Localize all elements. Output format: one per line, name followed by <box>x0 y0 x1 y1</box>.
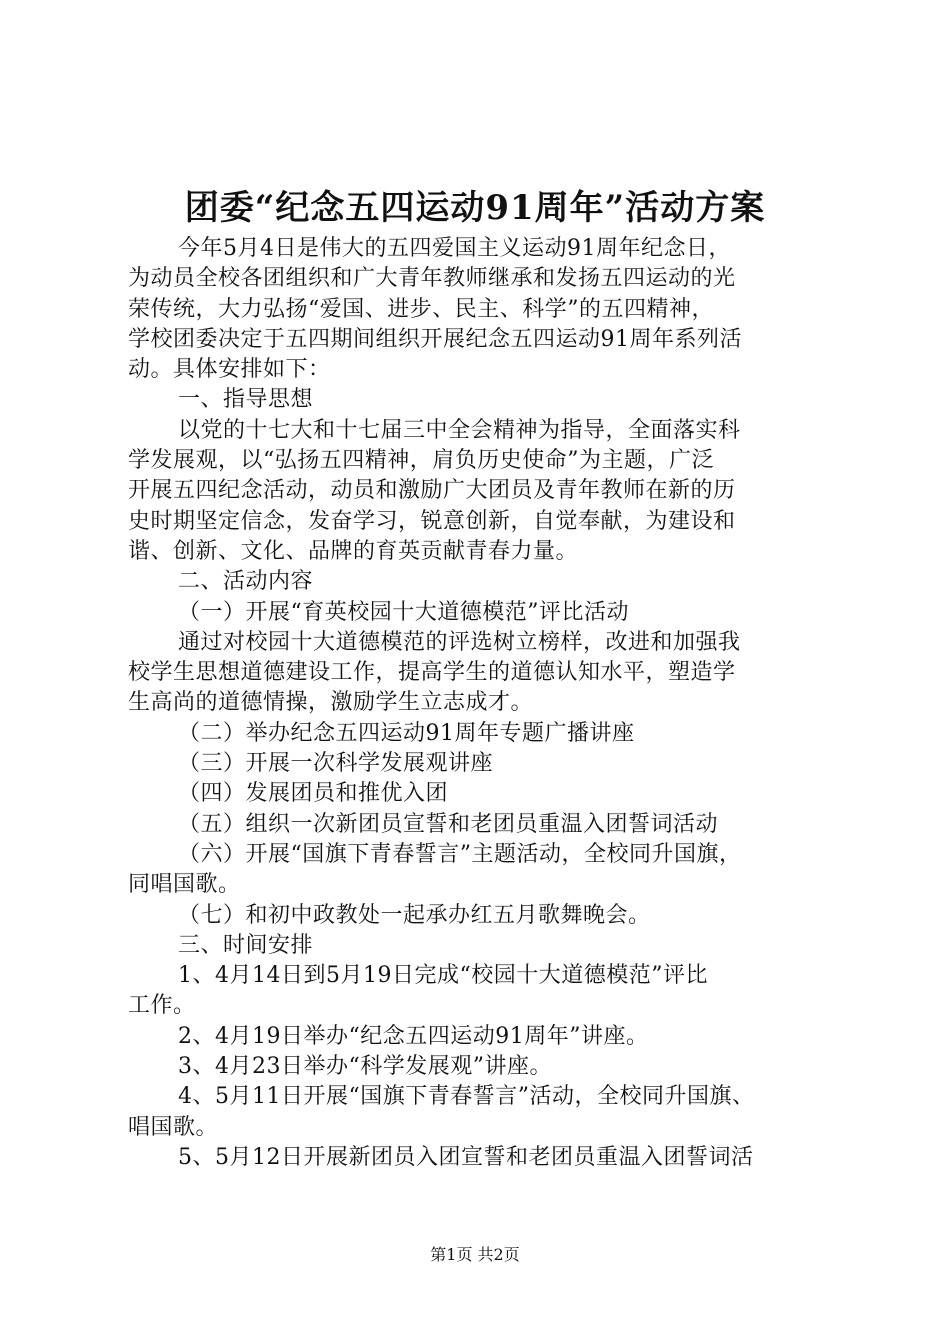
document-title: 团委“纪念五四运动91周年”活动方案 <box>184 188 766 228</box>
list-item: 1、4月14日到5月19日完成“校园十大道德模范”评比 <box>178 963 708 989</box>
section-heading: 二、活动内容 <box>178 569 314 595</box>
document-body <box>128 234 830 1173</box>
list-item: 2、4月19日举办“纪念五四运动91周年”讲座。 <box>178 1023 649 1049</box>
paragraph-line: 唱国歌。 <box>128 1114 219 1140</box>
list-item: （五）组织一次新团员宣誓和老团员重温入团誓词活动 <box>178 811 719 837</box>
paragraph-line: 动。具体安排如下： <box>128 357 331 383</box>
paragraph-line: 工作。 <box>128 993 196 1019</box>
paragraph-line: 校学生思想道德建设工作，提高学生的道德认知水平，塑造学 <box>128 660 736 686</box>
paragraph-line: 为动员全校各团组织和广大青年教师继承和发扬五四运动的光 <box>128 266 736 292</box>
paragraph-line: 荣传统，大力弘扬“爱国、进步、民主、科学”的五四精神， <box>128 296 714 322</box>
paragraph-line: 今年5月4日是伟大的五四爱国主义运动91周年纪念日， <box>178 236 731 261</box>
page-footer: 第1页 共2页 <box>430 1245 520 1264</box>
list-item: 4、5月11日开展“国旗下青春誓言”活动，全校同升国旗、 <box>178 1084 755 1110</box>
list-item: （六）开展“国旗下青春誓言”主题活动，全校同升国旗， <box>178 841 742 867</box>
paragraph-line: 学校团委决定于五四期间组织开展纪念五四运动91周年系列活 <box>128 326 742 352</box>
paragraph-line: 学发展观，以“弘扬五四精神，肩负历史使命”为主题，广泛 <box>128 448 714 474</box>
section-heading: 一、指导思想 <box>178 387 314 413</box>
paragraph-line: 生高尚的道德情操，激励学生立志成才。 <box>128 690 534 716</box>
list-item: （二）举办纪念五四运动91周年专题广播讲座 <box>178 720 635 746</box>
list-item: 5、5月12日开展新团员入团宣誓和老团员重温入团誓词活 <box>178 1144 754 1170</box>
paragraph-line: 开展五四纪念活动，动员和激励广大团员及青年教师在新的历 <box>128 478 736 504</box>
paragraph-line: 谐、创新、文化、品牌的育英贡献青春力量。 <box>128 538 579 564</box>
paragraph-line: 同唱国歌。 <box>128 872 241 898</box>
list-item: （七）和初中政教处一起承办红五月歌舞晚会。 <box>178 902 651 928</box>
list-item: 3、4月23日举办“科学发展观”讲座。 <box>178 1054 552 1080</box>
section-heading: 三、时间安排 <box>178 932 314 958</box>
list-item: （三）开展一次科学发展观讲座 <box>178 751 494 777</box>
paragraph-line: 通过对校园十大道德模范的评选树立榜样，改进和加强我 <box>178 629 741 655</box>
paragraph-line: 以党的十七大和十七届三中全会精神为指导，全面落实科 <box>178 417 741 443</box>
list-item: （一）开展“育英校园十大道德模范”评比活动 <box>178 599 629 625</box>
paragraph-line: 史时期坚定信念，发奋学习，锐意创新，自觉奉献，为建设和 <box>128 508 736 534</box>
list-item: （四）发展团员和推优入团 <box>178 781 449 807</box>
